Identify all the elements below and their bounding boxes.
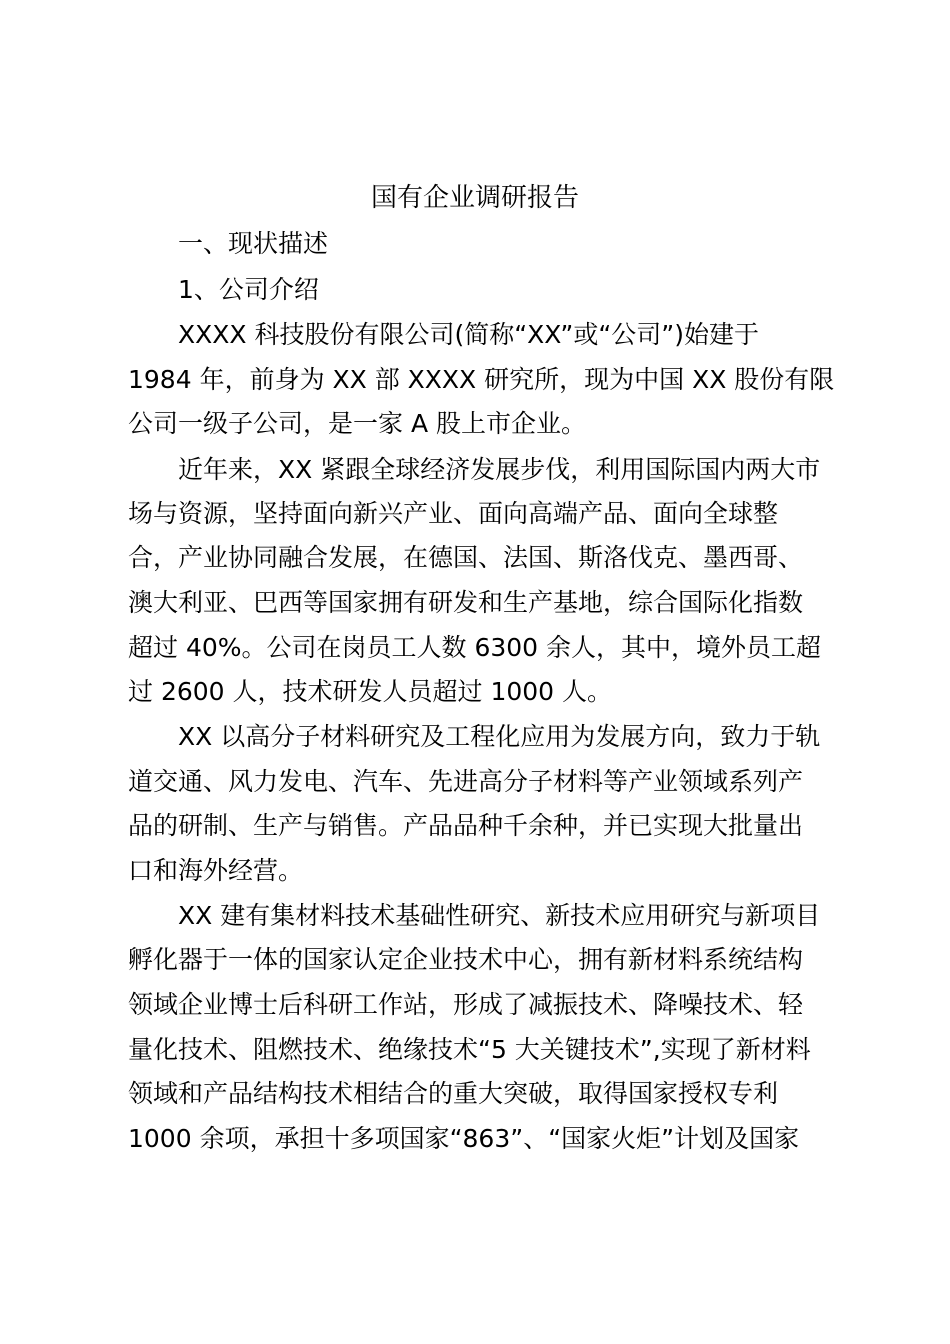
section-heading: 一、现状描述 (178, 229, 329, 258)
paragraph-line: XXXX 科技股份有限公司(简称“XX”或“公司”)始建于 (178, 320, 760, 349)
paragraph-line: 领域和产品结构技术相结合的重大突破，取得国家授权专利 (128, 1079, 779, 1108)
paragraph-line: 口和海外经营。 (128, 856, 304, 885)
subsection-heading: 1、公司介绍 (178, 275, 319, 304)
paragraph-line: 合，产业协同融合发展，在德国、法国、斯洛伐克、墨西哥、 (128, 543, 804, 572)
paragraph-line: 澳大利亚、巴西等国家拥有研发和生产基地，综合国际化指数 (128, 588, 804, 617)
paragraph-line: 场与资源，坚持面向新兴产业、面向高端产品、面向全球整 (128, 499, 779, 528)
paragraph-line: 道交通、风力发电、汽车、先进高分子材料等产业领域系列产 (128, 767, 804, 796)
paragraph-line: 孵化器于一体的国家认定企业技术中心，拥有新材料系统结构 (128, 945, 804, 974)
paragraph-line: XX 建有集材料技术基础性研究、新技术应用研究与新项目 (178, 901, 821, 930)
paragraph-line: XX 以高分子材料研究及工程化应用为发展方向，致力于轨 (178, 722, 821, 751)
paragraph-line: 领域企业博士后科研工作站，形成了减振技术、降噪技术、轻 (128, 990, 804, 1019)
paragraph-line: 品的研制、生产与销售。产品品种千余种，并已实现大批量出 (128, 811, 804, 840)
paragraph-line: 1000 余项，承担十多项国家“863”、“国家火炬”计划及国家 (128, 1124, 800, 1153)
paragraph-line: 量化技术、阻燃技术、绝缘技术“5 大关键技术”,实现了新材料 (128, 1035, 811, 1064)
paragraph-line: 近年来，XX 紧跟全球经济发展步伐，利用国际国内两大市 (178, 455, 821, 484)
paragraph-line: 1984 年，前身为 XX 部 XXXX 研究所，现为中国 XX 股份有限 (128, 365, 835, 394)
paragraph-line: 过 2600 人，技术研发人员超过 1000 人。 (128, 677, 613, 706)
document-title: 国有企业调研报告 (370, 183, 579, 213)
paragraph-line: 超过 40%。公司在岗员工人数 6300 余人，其中，境外员工超 (128, 633, 822, 662)
paragraph-line: 公司一级子公司，是一家 A 股上市企业。 (128, 409, 586, 438)
